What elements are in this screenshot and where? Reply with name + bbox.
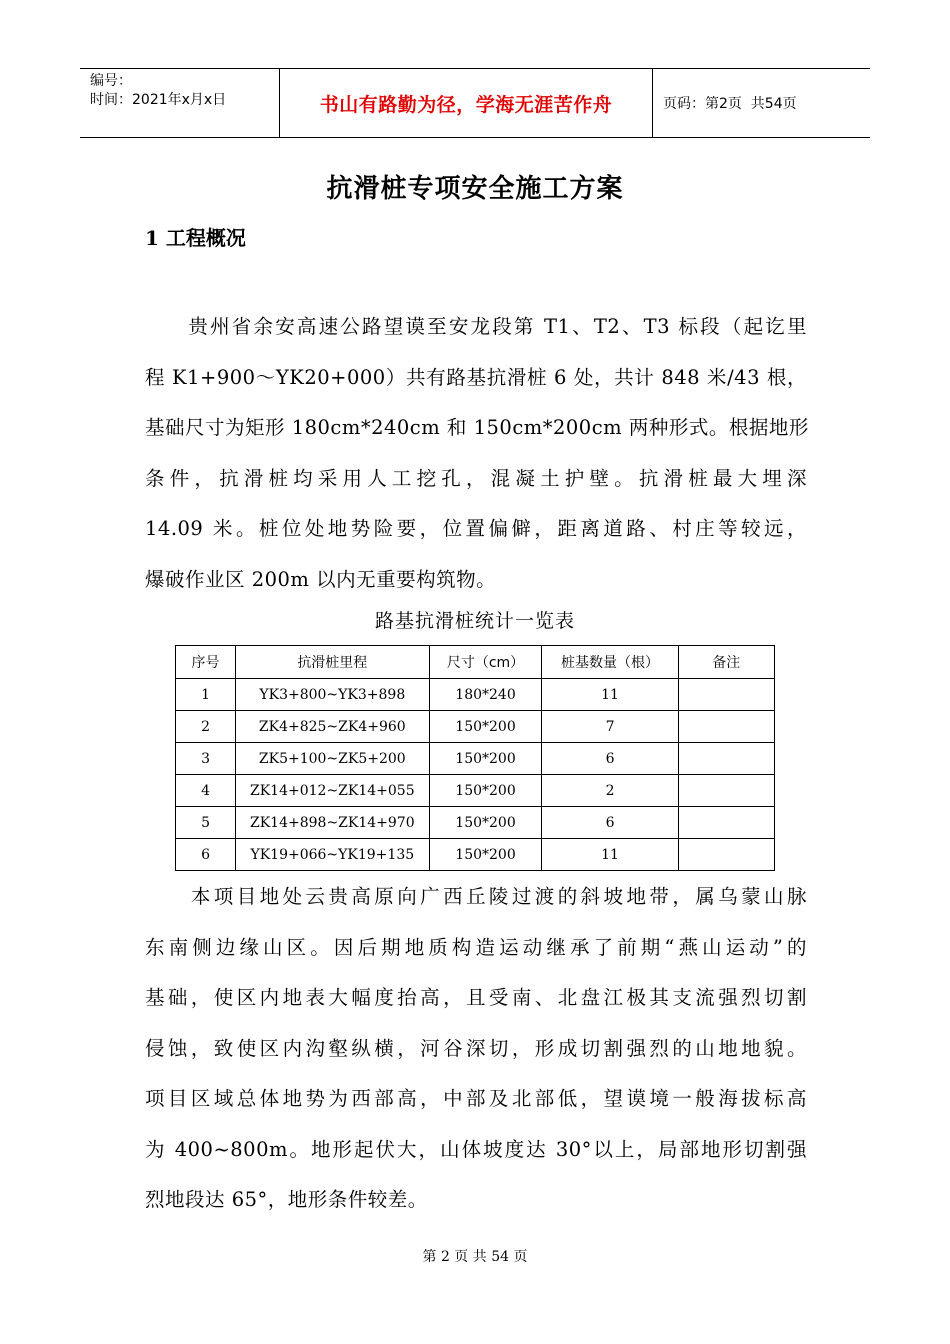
column-header: 备注: [678, 646, 774, 679]
table-caption: 路基抗滑桩统计一览表: [374, 610, 575, 632]
cell-size: 150*200: [429, 775, 542, 807]
cell-index: 2: [176, 711, 236, 743]
section-heading: 1 工程概况: [145, 226, 246, 250]
cell-size: 180*240: [429, 679, 542, 711]
cell-index: 5: [176, 807, 236, 839]
paragraph-line: 程 K1+900～YK20+000）共有路基抗滑桩 6 处，共计 848 米/43 根，: [145, 365, 807, 389]
paragraph-line: 侵蚀，致使区内沟壑纵横，河谷深切，形成切割强烈的山地地貌。: [145, 1036, 807, 1060]
table-header-row: [176, 646, 775, 679]
cell-remark: [678, 711, 774, 743]
column-header: 尺寸（cm）: [429, 646, 542, 679]
paragraph-line: 条件，抗滑桩均采用人工挖孔，混凝土护壁。抗滑桩最大埋深: [145, 466, 807, 490]
page-info-text: 页码：第2页 共54页: [663, 96, 797, 112]
paragraph-line: 为 400~800m。地形起伏大，山体坡度达 30°以上，局部地形切割强: [145, 1137, 807, 1161]
paragraph-line: 本项目地处云贵高原向广西丘陵过渡的斜坡地带，属乌蒙山脉: [145, 885, 807, 908]
cell-count: 6: [542, 743, 678, 775]
cell-chainage: ZK5+100~ZK5+200: [236, 743, 429, 775]
document-title: 抗滑桩专项安全施工方案: [326, 174, 624, 204]
header-page-info: [653, 69, 870, 137]
paragraph-line: 烈地段达 65°，地形条件较差。: [145, 1188, 428, 1211]
table-row: [176, 743, 775, 775]
cell-chainage: ZK14+898~ZK14+970: [236, 807, 429, 839]
paragraph-line: 基础，使区内地表大幅度抬高，且受南、北盘江极其支流强烈切割: [145, 986, 807, 1009]
table-row: [176, 679, 775, 711]
cell-size: 150*200: [429, 743, 542, 775]
cell-count: 11: [542, 839, 678, 871]
cell-count: 6: [542, 807, 678, 839]
header-motto: 书山有路勤为径，学海无涯苦作舟: [280, 69, 653, 137]
table-row: [176, 839, 775, 871]
paragraph-line: 14.09 米。桩位处地势险要，位置偏僻，距离道路、村庄等较远，: [145, 517, 807, 540]
header-meta: [80, 69, 280, 137]
cell-remark: [678, 839, 774, 871]
cell-size: 150*200: [429, 839, 542, 871]
paragraph-line: 贵州省余安高速公路望谟至安龙段第 T1、T2、T3 标段（起讫里: [145, 315, 807, 338]
cell-index: 4: [176, 775, 236, 807]
footer-page-number: 第 2 页 共 54 页: [422, 1249, 528, 1265]
pile-statistics-table: [175, 645, 775, 871]
cell-remark: [678, 679, 774, 711]
time-label: 时间：2021年x月x日: [90, 92, 227, 108]
cell-remark: [678, 807, 774, 839]
cell-remark: [678, 775, 774, 807]
cell-index: 6: [176, 839, 236, 871]
paragraph-line: 东南侧边缘山区。因后期地质构造运动继承了前期“燕山运动”的: [145, 935, 807, 959]
paragraph-line: 基础尺寸为矩形 180cm*240cm 和 150cm*200cm 两种形式。根据地形: [145, 416, 809, 439]
table-row: [176, 711, 775, 743]
table-row: [176, 775, 775, 807]
cell-count: 2: [542, 775, 678, 807]
cell-count: 7: [542, 711, 678, 743]
cell-index: 3: [176, 743, 236, 775]
page-header: [80, 68, 870, 138]
cell-size: 150*200: [429, 807, 542, 839]
column-header: 桩基数量（根）: [542, 646, 678, 679]
cell-size: 150*200: [429, 711, 542, 743]
cell-chainage: ZK14+012~ZK14+055: [236, 775, 429, 807]
cell-chainage: YK3+800~YK3+898: [236, 679, 429, 711]
column-header: 序号: [176, 646, 236, 679]
cell-count: 11: [542, 679, 678, 711]
paragraph-overview: [145, 302, 807, 605]
column-header: 抗滑桩里程: [236, 646, 429, 679]
page-footer: [0, 1246, 950, 1266]
cell-chainage: ZK4+825~ZK4+960: [236, 711, 429, 743]
cell-remark: [678, 743, 774, 775]
table-row: [176, 807, 775, 839]
number-label: 编号：: [90, 73, 132, 89]
paragraph-geology: [145, 872, 807, 1226]
cell-index: 1: [176, 679, 236, 711]
cell-chainage: YK19+066~YK19+135: [236, 839, 429, 871]
paragraph-line: 项目区域总体地势为西部高，中部及北部低，望谟境一般海拔标高: [145, 1087, 807, 1110]
paragraph-line: 爆破作业区 200m 以内无重要构筑物。: [145, 567, 497, 591]
